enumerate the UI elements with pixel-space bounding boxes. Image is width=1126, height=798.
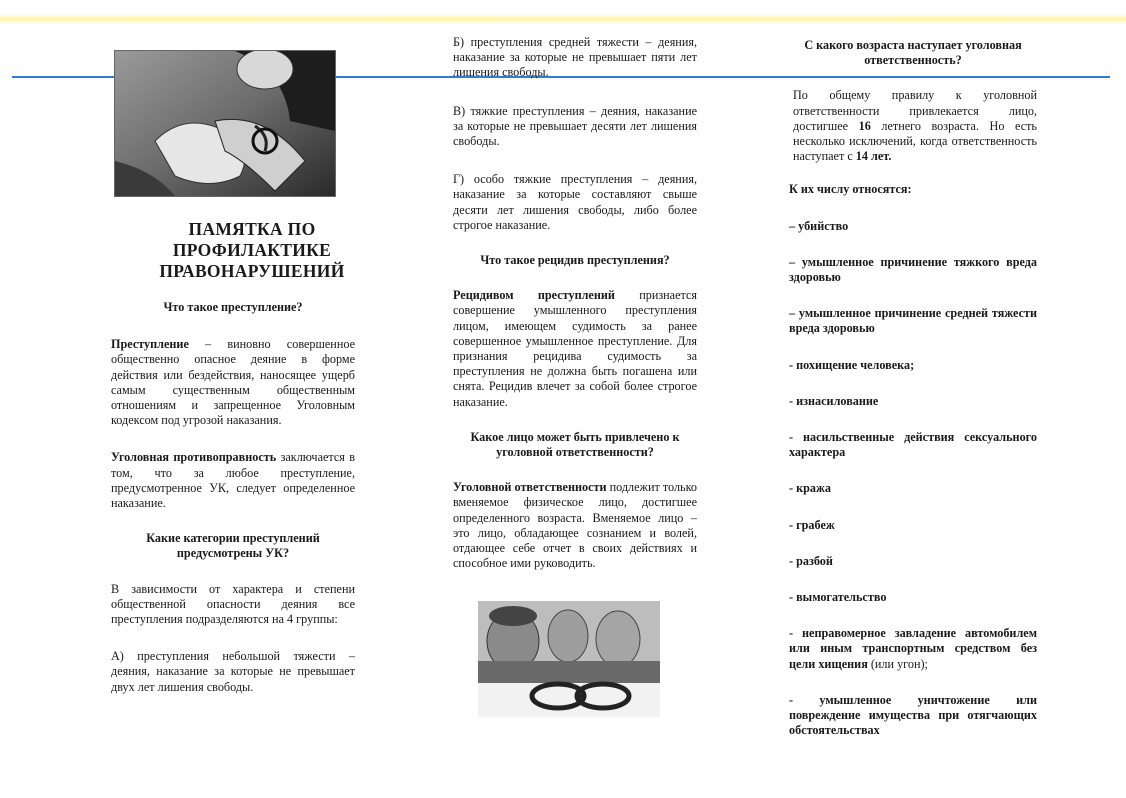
category-g: Г) особо тяжкие преступления – деяния, наказание за которые составляют свыше десяти лет лишения свободы, либо более строгое наказание.: [453, 172, 697, 232]
list-item: - умышленное уничтожение или повреждение имущества при отягчающих обстоятельствах: [789, 692, 1037, 738]
category-a: А) преступления небольшой тяжести – деяния, наказание за которые не превышает двух лет лишения свободы.: [111, 649, 355, 694]
liability-definition: [453, 480, 697, 571]
question-categories: Какие категории преступлений предусмотрены УК?: [146, 531, 320, 561]
age-16: 16: [858, 118, 871, 133]
column-right: [789, 38, 1037, 738]
list-item: - изнасилование: [789, 393, 879, 408]
list-item: - кража: [789, 481, 831, 496]
crime-definition: [111, 337, 355, 428]
age-paragraph: [789, 88, 1037, 164]
list-item: – умышленное причинение средней тяжести вреда здоровью: [789, 306, 1037, 336]
list-item: – убийство: [789, 218, 849, 233]
list-item: - разбой: [789, 553, 833, 568]
liability-term: Уголовной ответственности: [453, 480, 607, 495]
unlawfulness-term: Уголовная противоправность: [111, 450, 277, 465]
column-left: [111, 300, 355, 695]
list-item: - похищение человека;: [789, 357, 915, 372]
list-item: - вымогательство: [789, 590, 887, 605]
column-middle: [453, 35, 697, 571]
list-item-tail: (или угон);: [867, 656, 928, 671]
age-text-1: По общему правилу к уголовной ответственности привлекается лицо, достигшее: [793, 88, 1037, 133]
offense-list: [789, 219, 1037, 739]
unlawfulness-text: заключается в том, что за любое преступление, предусмотренное УК, следует определенное наказание.: [111, 450, 356, 511]
recidivism-definition: [453, 288, 697, 410]
question-liability: Какое лицо может быть привлечено к уголовной ответственности?: [470, 429, 680, 460]
list-item-text: - неправомерное завладение автомобилем или иным транспортным средством без цели хищения: [789, 626, 1037, 671]
age-14: 14 лет.: [855, 149, 892, 164]
recidivism-text: признается совершение умышленного преступления лицом, имеющем судимость за ранее совершенное умышленное преступление. Для признания рецидива судимость за преступления не должна быть погашена или снята. Рецидив влечет за собой более строгое наказание.: [453, 288, 697, 409]
category-v: В) тяжкие преступления – деяния, наказание за которые не превышает десяти лет лишения свободы.: [453, 103, 697, 149]
question-age: С какого возраста наступает уголовная ответственность?: [804, 38, 1022, 68]
crime-term: Преступление: [111, 337, 189, 352]
category-b: Б) преступления средней тяжести – деяния, наказание за которые не превышает пяти лет лишения свободы.: [453, 35, 697, 80]
question-what-is-crime: Что такое преступление?: [163, 300, 303, 314]
age-text-2: летнего возраста. Но есть несколько исключений, когда ответственность наступает с: [793, 118, 1037, 164]
handcuffed-hands-photo: [114, 50, 336, 197]
recidivism-term: Рецидивом преступлений: [453, 288, 615, 303]
detainees-handcuffs-photo: [478, 601, 660, 717]
unlawfulness-paragraph: [111, 450, 355, 511]
list-item: [789, 626, 1037, 672]
categories-intro: В зависимости от характера и степени общественной опасности деяния все преступления подразделяются на 4 группы:: [111, 581, 355, 627]
list-item: - грабеж: [789, 517, 835, 532]
top-highlight-band: [0, 14, 1126, 24]
leaflet-title: ПАМЯТКА ПО ПРОФИЛАКТИКЕ ПРАВОНАРУШЕНИЙ: [159, 219, 345, 281]
question-recidivism: Что такое рецидив преступления?: [480, 253, 670, 268]
list-item: - насильственные действия сексуального характера: [789, 430, 1037, 460]
list-item: – умышленное причинение тяжкого вреда здоровью: [789, 254, 1037, 285]
list-heading: К их числу относятся:: [789, 182, 912, 197]
liability-text: подлежит только вменяемое физическое лицо, достигшее определенного возраста. Вменяемое лицо – это лицо, обладающее сознанием и волей, отдающее себе отчет в своих действиях и способное ими руководить.: [453, 480, 697, 571]
crime-definition-text: – виновно совершенное общественно опасное деяние в форме действия или бездействия, наносящее ущерб самым существенным общественным отношениям и запрещенное Уголовным кодексом под угрозой наказания.: [111, 337, 355, 428]
